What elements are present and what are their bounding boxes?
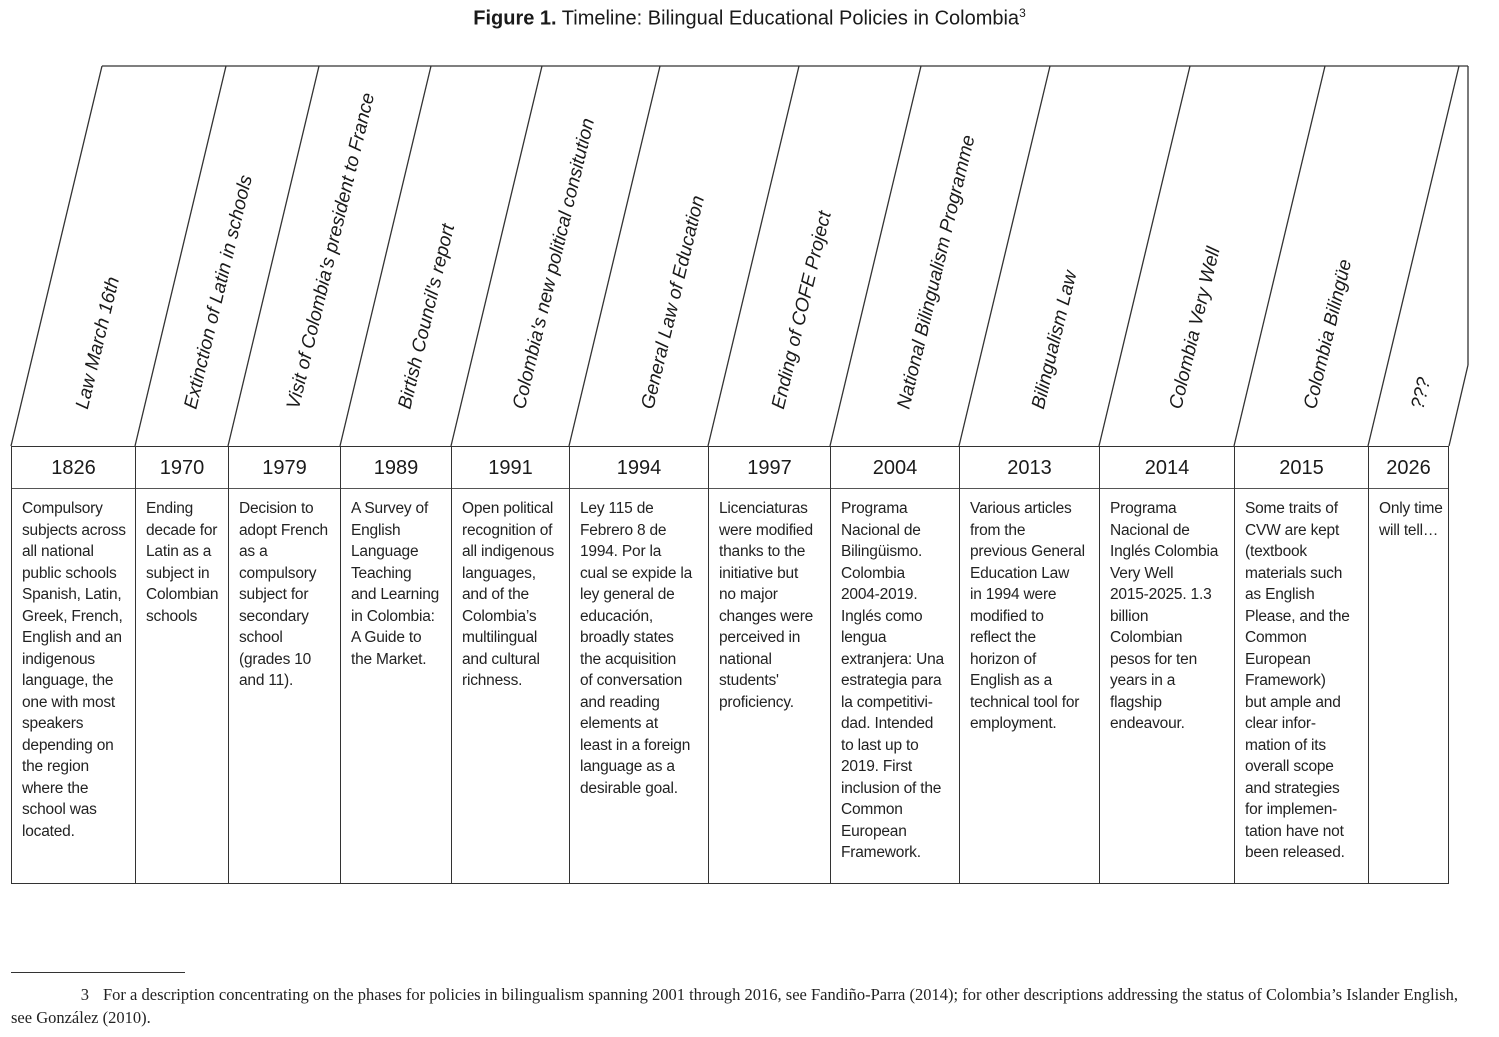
description-cell: Programa Nacional de Bilingüismo. Colombia 2004-2019. Inglés como lengua extranjera: Una estrategia para la competitivi- dad. Intended to last up to 2019. First inclusion of the Common European Framework. [841, 500, 944, 861]
event-label: Colombia Very Well [1165, 245, 1225, 412]
timeline-column [569, 447, 708, 883]
year-cell: 2004 [831, 447, 959, 489]
description-cell: Only time will tell… [1379, 500, 1443, 539]
event-label: Colombia Bilingüe [1300, 257, 1357, 412]
year-cell: 1989 [341, 447, 451, 489]
year-cell: 1970 [136, 447, 228, 489]
footnote-rule [11, 972, 185, 973]
timeline-column [228, 447, 340, 883]
timeline-column [135, 447, 228, 883]
figure-label: Figure 1. [473, 7, 557, 30]
description-cell: Some traits of CVW are kept (textbook materials such as English Please, and the Common European Framework) but ample and clear infor- mation of its overall scope and strategies for implemen- tation have not been released. [1245, 500, 1350, 861]
footnote [11, 983, 1471, 1029]
timeline-column [340, 447, 451, 883]
event-label: ??? [1407, 375, 1436, 412]
event-label: General Law of Education [637, 193, 710, 412]
year-cell: 1994 [570, 447, 708, 489]
year-cell: 2026 [1369, 447, 1448, 489]
timeline-table [11, 446, 1449, 884]
description-cell: A Survey of English Language Teaching and Learning in Colombia: A Guide to the Market. [351, 500, 440, 668]
description-cell: Licenciaturas were modified thanks to the initiative but no major changes were perceived in national students' proficiency. [719, 500, 814, 711]
event-label: Ending of COFE Project [768, 209, 836, 412]
event-label: Visit of Colombia's president to France [283, 90, 380, 412]
year-cell: 1991 [452, 447, 569, 489]
year-cell: 1997 [709, 447, 830, 489]
footnote-text: For a description concentrating on the phases for policies in bilingualism spanning 2001 through 2016, see Fandiño-Parra (2014); for other descriptions addressing the status of Colombia’s Islander English, see González (2010). [11, 985, 1459, 1027]
header-right-slant [1449, 365, 1468, 446]
event-label: Extinction of Latin in schools [180, 173, 257, 412]
year-cell: 1826 [12, 447, 135, 489]
header-divider [135, 66, 226, 446]
description-cell: Ending decade for Latin as a subject in Colombian schools [146, 500, 219, 625]
footnote-number: 3 [80, 985, 89, 1004]
timeline-column [11, 447, 135, 883]
timeline-column [1368, 447, 1449, 883]
description-cell: Various articles from the previous General Education Law in 1994 were modified to reflect the horizon of English as a technical tool for employment. [970, 500, 1085, 732]
description-cell: Open political recognition of all indigenous languages, and of the Colombia’s multilingual and cultural richness. [462, 500, 554, 689]
timeline-column [451, 447, 569, 883]
timeline-column [830, 447, 959, 883]
description-cell: Programa Nacional de Inglés Colombia Very Well 2015-2025. 1.3 billion Colombian pesos for ten years in a flagship endeavour. [1110, 500, 1219, 732]
slanted-event-header [0, 0, 1499, 450]
year-cell: 2013 [960, 447, 1099, 489]
year-cell: 2014 [1100, 447, 1234, 489]
description-cell: Compulsory subjects across all national public schools Spanish, Latin, Greek, French, English and an indigenous language, the one with most speakers depending on the region where the school was located. [22, 500, 126, 840]
event-label: National Bilingualism Programme [893, 133, 980, 412]
description-cell: Decision to adopt French as a compulsory subject for secondary school (grades 10 and 11). [239, 500, 328, 689]
timeline-column [959, 447, 1099, 883]
event-label: Law March 16th [72, 274, 125, 412]
timeline-column [1099, 447, 1234, 883]
timeline-column [1234, 447, 1368, 883]
event-label: Bilingualism Law [1028, 268, 1082, 412]
timeline-column [708, 447, 830, 883]
description-cell: Ley 115 de Febrero 8 de 1994. Por la cual se expide la ley general de educación, broadly states the acquisition of conversation and reading elements at least in a foreign language as a desirable goal. [580, 500, 693, 797]
footnote-ref: 3 [1019, 6, 1026, 20]
figure-caption: Timeline: Bilingual Educational Policies in Colombia [556, 7, 1020, 30]
event-label: Colombia's new political consitution [509, 116, 600, 412]
event-label: Birtish Council's report [394, 222, 460, 412]
year-cell: 1979 [229, 447, 340, 489]
year-cell: 2015 [1235, 447, 1368, 489]
